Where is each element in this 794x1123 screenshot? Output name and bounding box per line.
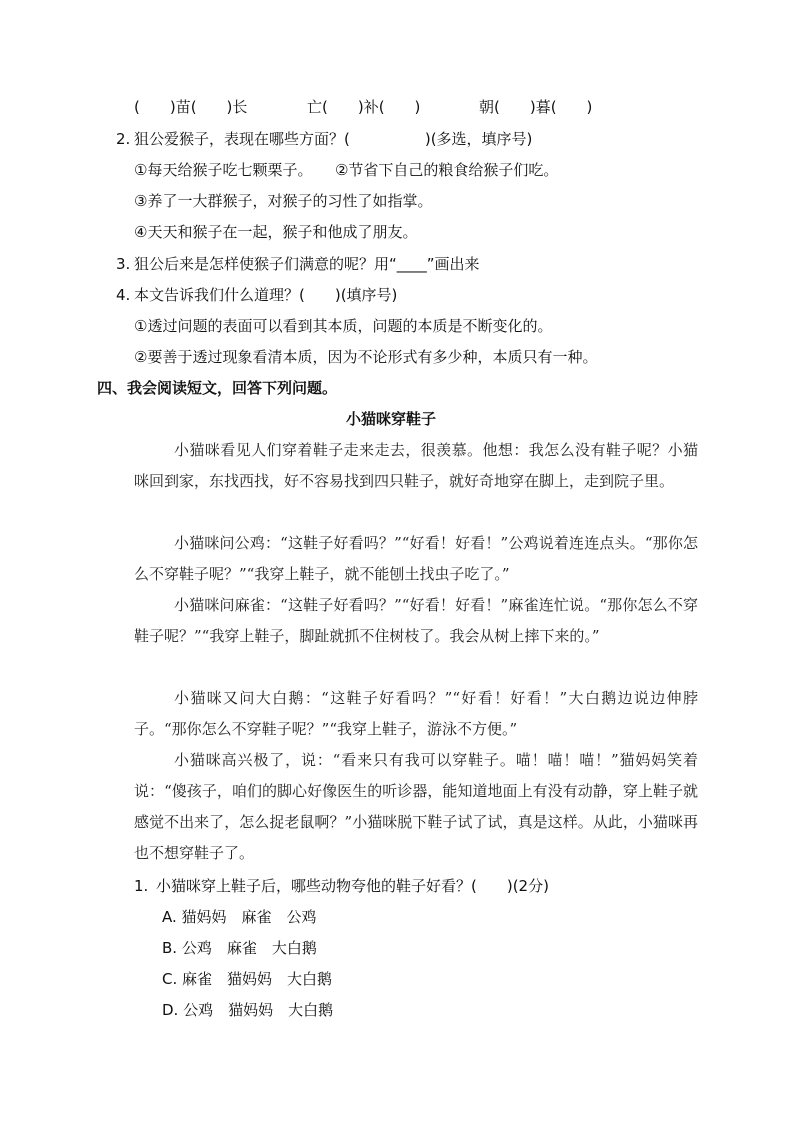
- question-2-option-3: ③养了一大群猴子，对猴子的习性了如指掌。: [134, 192, 433, 210]
- story-paragraph-5: 小猫咪高兴极了，说：“看来只有我可以穿鞋子。喵！喵！喵！”猫妈妈笑着说：“傻孩子，咱们的脚心好像医生的听诊器，能知道地面上有没有动静，穿上鞋子就感觉不出来了，怎么捉老鼠啊？”小猫咪脱下鞋子试了试，真是这样。从此，小猫咪再也不想穿鞋子了。: [134, 751, 698, 862]
- question-4-option-1: ①透过问题的表面可以看到其本质，问题的本质是不断变化的。: [134, 317, 553, 335]
- story-paragraph-1: 小猫咪看见人们穿着鞋子走来走去，很羡慕。他想：我怎么没有鞋子呢？小猫咪回到家，东找西找，好不容易找到四只鞋子，就好奇地穿在脚上，走到院子里。: [134, 441, 698, 490]
- question-3-number: 3.: [116, 255, 131, 273]
- option-b: B. 公鸡 麻雀 大白鹅: [162, 939, 317, 957]
- question-2-text: 狙公爱猴子，表现在哪些方面？( )(多选，填序号): [134, 130, 533, 148]
- section-4-heading: 四、我会阅读短文，回答下列问题。: [97, 379, 338, 397]
- story-paragraph-3: 小猫咪问麻雀：“这鞋子好看吗？”“好看！好看！”麻雀连忙说。“那你怎么不穿鞋子呢？”“我穿上鞋子，脚趾就抓不住树枝了。我会从树上摔下来的。”: [134, 596, 698, 645]
- question-4-text: 本文告诉我们什么道理？( )(填序号): [134, 286, 398, 304]
- question-4-number: 4.: [116, 286, 131, 304]
- question-number: 2.: [116, 130, 131, 148]
- option-c: C. 麻雀 猫妈妈 大白鹅: [162, 970, 333, 988]
- idiom-blank-3: 朝( )暮( ): [479, 98, 593, 116]
- story-paragraph-4: 小猫咪又问大白鹅：“这鞋子好看吗？”“好看！好看！”大白鹅边说边伸脖子。“那你怎么不穿鞋子呢？”“我穿上鞋子，游泳不方便。”: [134, 689, 698, 738]
- reading-question-1-number: 1.: [134, 877, 149, 895]
- question-2-option-4: ④天天和猴子在一起，猴子和他成了朋友。: [134, 223, 418, 241]
- option-a: A. 猫妈妈 麻雀 公鸡: [162, 908, 317, 926]
- question-2-option-1-2: ①每天给猴子吃七颗栗子。 ②节省下自己的粮食给猴子们吃。: [134, 161, 559, 179]
- reading-question-1-text: 小猫咪穿上鞋子后，哪些动物夸他的鞋子好看？( )(2分): [156, 877, 549, 895]
- idiom-fill-row: [0, 97, 794, 117]
- question-4-option-2: ②要善于透过现象看清本质，因为不论形式有多少种，本质只有一种。: [134, 348, 598, 366]
- question-2: [116, 129, 130, 149]
- idiom-blank-1: ( )苗( )长: [134, 98, 248, 116]
- story-paragraph-2: 小猫咪问公鸡：“这鞋子好看吗？”“好看！好看！”公鸡说着连连点头。“那你怎么不穿鞋子呢？”“我穿上鞋子，就不能刨土找虫子吃了。”: [134, 534, 698, 583]
- idiom-blank-2: 亡( )补( ): [307, 98, 421, 116]
- story-title: 小猫咪穿鞋子: [346, 410, 437, 428]
- question-3-text: 狙公后来是怎样使猴子们满意的呢？用“____”画出来: [134, 255, 480, 273]
- option-d: D. 公鸡 猫妈妈 大白鹅: [162, 1001, 334, 1019]
